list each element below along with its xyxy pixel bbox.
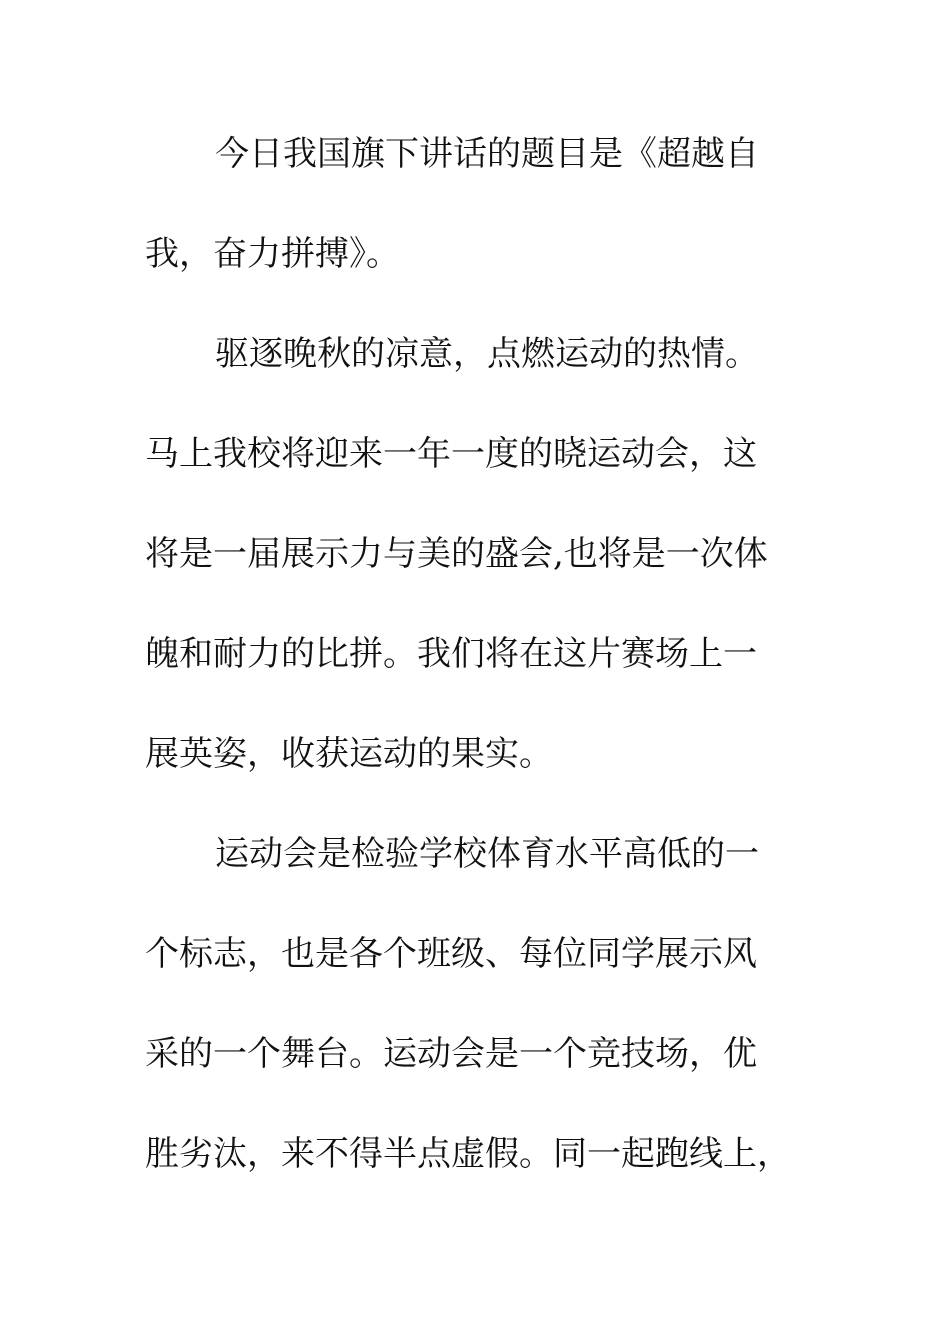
speech-body [145, 124, 805, 1224]
text-line: 今日我国旗下讲话的题目是《超越自 [215, 134, 759, 174]
text-line: 个标志，也是各个班级、每位同学展示风 [145, 934, 757, 974]
text-line: 展英姿，收获运动的果实。 [145, 734, 553, 774]
text-line: 我，奋力拼搏》。 [145, 234, 400, 274]
text-line: 采的一个舞台。运动会是一个竞技场，优 [145, 1034, 757, 1074]
text-line: 驱逐晚秋的凉意，点燃运动的热情。 [215, 334, 759, 374]
text-line: 胜劣汰，来不得半点虚假。同一起跑线上， [145, 1134, 791, 1174]
text-line: 将是一届展示力与美的盛会,也将是一次体 [145, 534, 768, 574]
text-line: 马上我校将迎来一年一度的晓运动会，这 [145, 434, 757, 474]
text-line: 运动会是检验学校体育水平高低的一 [215, 834, 759, 874]
text-line: 魄和耐力的比拼。我们将在这片赛场上一 [145, 634, 757, 674]
